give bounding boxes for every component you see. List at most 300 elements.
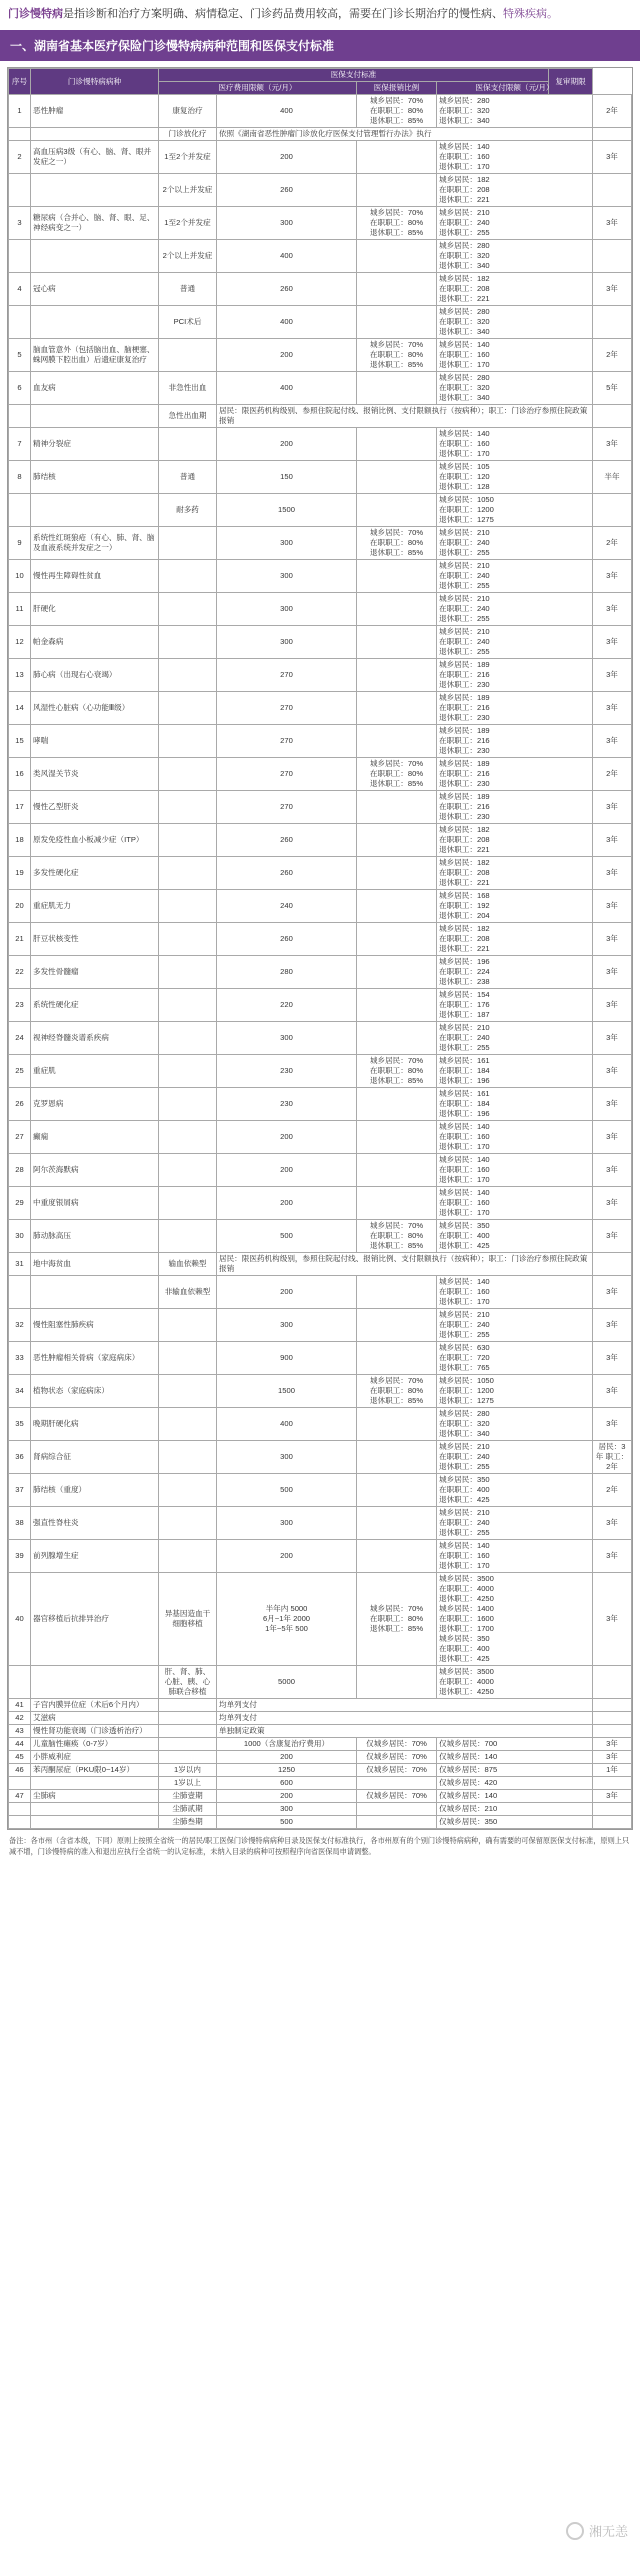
reimbursement-ratio — [357, 1507, 437, 1540]
row-number: 13 — [9, 659, 31, 692]
payment-limit: 城乡居民：182 在职职工：208 退休职工：221 — [437, 824, 593, 857]
payment-limit: 仅城乡居民：875 — [437, 1764, 593, 1777]
table-row — [9, 626, 632, 659]
limit-value: 1500 — [217, 1375, 357, 1408]
review-period: 3年 — [593, 1220, 632, 1253]
disease-name — [31, 1666, 159, 1699]
limit-value: 300 — [217, 207, 357, 240]
sub-type — [159, 989, 217, 1022]
reimbursement-ratio — [357, 692, 437, 725]
review-period: 半年 — [593, 461, 632, 494]
table-row — [9, 1055, 632, 1088]
review-period: 3年 — [593, 725, 632, 758]
payment-scheme: 居民：限医药机构级别、参照住院起付线、报销比例、支付限额执行（按病种）；职工：门诊治疗参照住院政策报销 — [217, 405, 593, 428]
review-period: 3年 — [593, 1408, 632, 1441]
row-number: 30 — [9, 1220, 31, 1253]
review-period: 居民：3年 职工：2年 — [593, 1441, 632, 1474]
review-period: 3年 — [593, 923, 632, 956]
sub-type: 尘肺叁期 — [159, 1816, 217, 1829]
table-row — [9, 1738, 632, 1751]
disease-name: 小胖威利症 — [31, 1751, 159, 1764]
row-number: 39 — [9, 1540, 31, 1573]
review-period: 3年 — [593, 1309, 632, 1342]
sub-type — [159, 1725, 217, 1738]
reimbursement-ratio — [357, 560, 437, 593]
row-number: 19 — [9, 857, 31, 890]
intro-accent: 特殊疾病。 — [503, 8, 558, 20]
sub-type: 异基因造血干细胞移植 — [159, 1573, 217, 1666]
sub-type — [159, 1408, 217, 1441]
row-number: 16 — [9, 758, 31, 791]
limit-value: 270 — [217, 692, 357, 725]
disease-name: 糖尿病（合并心、脑、肾、眼、足、神经病变之一） — [31, 207, 159, 240]
reimbursement-ratio — [357, 1309, 437, 1342]
sub-type: 康复治疗 — [159, 95, 217, 128]
table-row — [9, 141, 632, 174]
sub-type — [159, 857, 217, 890]
sub-type — [159, 1342, 217, 1375]
watermark — [566, 2521, 628, 2540]
row-number: 29 — [9, 1187, 31, 1220]
sub-type — [159, 1441, 217, 1474]
sub-type — [159, 428, 217, 461]
review-period: 3年 — [593, 791, 632, 824]
row-number: 1 — [9, 95, 31, 128]
limit-value: 230 — [217, 1055, 357, 1088]
review-period — [593, 1725, 632, 1738]
reimbursement-ratio — [357, 824, 437, 857]
reimbursement-ratio — [357, 593, 437, 626]
limit-value: 260 — [217, 923, 357, 956]
review-period — [593, 128, 632, 141]
row-number: 4 — [9, 273, 31, 306]
limit-value: 200 — [217, 1790, 357, 1803]
payment-limit: 城乡居民：182 在职职工：208 退休职工：221 — [437, 857, 593, 890]
table-row — [9, 1408, 632, 1441]
table-row — [9, 1309, 632, 1342]
sub-type: 尘肺壹期 — [159, 1790, 217, 1803]
review-period: 3年 — [593, 857, 632, 890]
row-number: 18 — [9, 824, 31, 857]
reimbursement-ratio — [357, 1342, 437, 1375]
payment-limit: 城乡居民：210 在职职工：240 退休职工：255 — [437, 527, 593, 560]
sub-type — [159, 1375, 217, 1408]
table-row — [9, 1088, 632, 1121]
table-row — [9, 461, 632, 494]
sub-type: 输血依赖型 — [159, 1253, 217, 1276]
reimbursement-ratio — [357, 494, 437, 527]
table-row — [9, 857, 632, 890]
sub-type: 1至2个并发症 — [159, 207, 217, 240]
sub-type: 肝、肾、肺、心脏、胰、心肺联合移植 — [159, 1666, 217, 1699]
disease-name: 前列腺增生症 — [31, 1540, 159, 1573]
sub-type — [159, 1507, 217, 1540]
table-row — [9, 494, 632, 527]
sub-type — [159, 527, 217, 560]
payment-limit: 城乡居民：3500 在职职工：4000 退休职工：4250 城乡居民：1400 在职职工：1600 退休职工：1700 城乡居民：350 在职职工：400 退休职工：425 — [437, 1573, 593, 1666]
sub-type: 1岁以内 — [159, 1764, 217, 1777]
disease-name: 肺结核（重度） — [31, 1474, 159, 1507]
sub-type — [159, 593, 217, 626]
reimbursement-ratio — [357, 1540, 437, 1573]
payment-limit: 城乡居民：280 在职职工：320 退休职工：340 — [437, 1408, 593, 1441]
disease-name: 阿尔茨海默病 — [31, 1154, 159, 1187]
limit-value: 400 — [217, 306, 357, 339]
sub-type: 1至2个并发症 — [159, 141, 217, 174]
payment-limit: 城乡居民：280 在职职工：320 退休职工：340 — [437, 240, 593, 273]
payment-limit: 城乡居民：210 在职职工：240 退休职工：255 — [437, 207, 593, 240]
payment-limit: 城乡居民：210 在职职工：240 退休职工：255 — [437, 626, 593, 659]
table-row — [9, 527, 632, 560]
footnote: 备注：各市州（含省本级，下同）原则上按照全省统一的居民/职工医保门诊慢特病病种目录及医保支付标准执行，各市州原有的个别门诊慢特病病种，确有需要的可保留原医保支付标准，原则上只减不增，门诊慢特病的准入和退出应执行全省统一的认定标准，未纳入目录的病种可按照程序向省医保局申请调整。 — [9, 1836, 630, 1856]
row-number: 36 — [9, 1441, 31, 1474]
sub-type: 普通 — [159, 273, 217, 306]
review-period: 3年 — [593, 1088, 632, 1121]
review-period: 3年 — [593, 1375, 632, 1408]
review-period: 3年 — [593, 989, 632, 1022]
header-pay-standard: 医保支付标准 — [159, 69, 549, 82]
sub-type — [159, 1540, 217, 1573]
sub-type — [159, 659, 217, 692]
payment-scheme: 单独制定政策 — [217, 1725, 593, 1738]
table-row — [9, 1790, 632, 1803]
disease-name: 恶性肿瘤 — [31, 95, 159, 128]
table-row — [9, 1666, 632, 1699]
sub-type — [159, 339, 217, 372]
limit-value: 300 — [217, 1803, 357, 1816]
review-period: 3年 — [593, 207, 632, 240]
payment-limit: 城乡居民：196 在职职工：224 退休职工：238 — [437, 956, 593, 989]
payment-limit: 城乡居民：280 在职职工：320 退休职工：340 — [437, 95, 593, 128]
reimbursement-ratio — [357, 626, 437, 659]
review-period: 3年 — [593, 890, 632, 923]
limit-value: 200 — [217, 428, 357, 461]
disease-name: 血友病 — [31, 372, 159, 405]
sub-type — [159, 725, 217, 758]
review-period: 3年 — [593, 1055, 632, 1088]
limit-value: 220 — [217, 989, 357, 1022]
review-period — [593, 174, 632, 207]
review-period: 3年 — [593, 1187, 632, 1220]
limit-value: 200 — [217, 1276, 357, 1309]
limit-value: 400 — [217, 1408, 357, 1441]
wechat-logo-icon — [566, 2522, 584, 2540]
limit-value: 280 — [217, 956, 357, 989]
table-row — [9, 1474, 632, 1507]
reimbursement-ratio: 城乡居民：70% 在职职工：80% 退休职工：85% — [357, 1055, 437, 1088]
row-number: 34 — [9, 1375, 31, 1408]
sub-type — [159, 692, 217, 725]
limit-value: 200 — [217, 141, 357, 174]
disease-name — [31, 174, 159, 207]
sub-type — [159, 1738, 217, 1751]
reimbursement-ratio — [357, 1022, 437, 1055]
row-number: 8 — [9, 461, 31, 494]
disease-name: 地中海贫血 — [31, 1253, 159, 1276]
header-no: 序号 — [9, 69, 31, 95]
table-row — [9, 1220, 632, 1253]
disease-name: 哮喘 — [31, 725, 159, 758]
reimbursement-ratio — [357, 273, 437, 306]
limit-value: 500 — [217, 1220, 357, 1253]
disease-name: 肝硬化 — [31, 593, 159, 626]
review-period — [593, 1803, 632, 1816]
review-period: 2年 — [593, 758, 632, 791]
row-number: 42 — [9, 1712, 31, 1725]
limit-value: 260 — [217, 174, 357, 207]
review-period: 3年 — [593, 593, 632, 626]
row-number: 35 — [9, 1408, 31, 1441]
table-row — [9, 1507, 632, 1540]
sub-type — [159, 1309, 217, 1342]
sub-type — [159, 1699, 217, 1712]
disease-name: 重症肌 — [31, 1055, 159, 1088]
limit-value: 200 — [217, 1187, 357, 1220]
table-row — [9, 1699, 632, 1712]
reimbursement-ratio — [357, 174, 437, 207]
limit-value: 300 — [217, 527, 357, 560]
reimbursement-ratio — [357, 1441, 437, 1474]
table-row — [9, 956, 632, 989]
limit-value: 900 — [217, 1342, 357, 1375]
row-number: 45 — [9, 1751, 31, 1764]
limit-value: 500 — [217, 1474, 357, 1507]
review-period — [593, 1816, 632, 1829]
disease-name: 子宫内膜异位症（术后6个月内） — [31, 1699, 159, 1712]
payment-limit: 城乡居民：140 在职职工：160 退休职工：170 — [437, 1540, 593, 1573]
reimbursement-ratio — [357, 1474, 437, 1507]
review-period: 3年 — [593, 1022, 632, 1055]
reimbursement-ratio — [357, 659, 437, 692]
review-period: 3年 — [593, 1751, 632, 1764]
row-number: 22 — [9, 956, 31, 989]
row-number: 24 — [9, 1022, 31, 1055]
payment-limit: 仅城乡居民：350 — [437, 1816, 593, 1829]
disease-name — [31, 1803, 159, 1816]
limit-value: 260 — [217, 824, 357, 857]
payment-limit: 城乡居民：140 在职职工：160 退休职工：170 — [437, 141, 593, 174]
row-number: 37 — [9, 1474, 31, 1507]
reimbursement-ratio: 城乡居民：70% 在职职工：80% 退休职工：85% — [357, 339, 437, 372]
sub-type — [159, 1474, 217, 1507]
reimbursement-ratio — [357, 1276, 437, 1309]
limit-value: 半年内 5000 6月~1年 2000 1年~5年 500 — [217, 1573, 357, 1666]
row-number: 5 — [9, 339, 31, 372]
payment-limit: 城乡居民：154 在职职工：176 退休职工：187 — [437, 989, 593, 1022]
table-row — [9, 405, 632, 428]
reimbursement-ratio — [357, 1187, 437, 1220]
table-row — [9, 1121, 632, 1154]
review-period: 3年 — [593, 1507, 632, 1540]
row-number: 38 — [9, 1507, 31, 1540]
payment-limit: 城乡居民：140 在职职工：160 退休职工：170 — [437, 1121, 593, 1154]
disease-name — [31, 240, 159, 273]
payment-scheme: 居民：限医药机构级别，参照住院起付线、报销比例、支付限额执行（按病种）；职工：门诊治疗参照住院政策报销 — [217, 1253, 593, 1276]
reimbursement-ratio: 仅城乡居民：70% — [357, 1790, 437, 1803]
reimbursement-ratio — [357, 372, 437, 405]
limit-value: 400 — [217, 372, 357, 405]
review-period: 3年 — [593, 824, 632, 857]
table-row — [9, 428, 632, 461]
reimbursement-ratio: 城乡居民：70% 在职职工：80% 退休职工：85% — [357, 95, 437, 128]
limit-value: 270 — [217, 758, 357, 791]
reimbursement-ratio: 城乡居民：70% 在职职工：80% 退休职工：85% — [357, 758, 437, 791]
disease-name — [31, 1777, 159, 1790]
reimbursement-ratio — [357, 1803, 437, 1816]
review-period — [593, 494, 632, 527]
disease-name: 帕金森病 — [31, 626, 159, 659]
payment-limit: 城乡居民：630 在职职工：720 退休职工：765 — [437, 1342, 593, 1375]
sub-type: 非输血依赖型 — [159, 1276, 217, 1309]
header-deductible: 医保支付限额（元/月） — [437, 82, 593, 95]
reimbursement-ratio: 城乡居民：70% 在职职工：80% 退休职工：85% — [357, 207, 437, 240]
row-number — [9, 1816, 31, 1829]
row-number: 41 — [9, 1699, 31, 1712]
intro-body: 是指诊断和治疗方案明确、病情稳定、门诊药品费用较高，需要在门诊长期治疗的慢性病、 — [63, 8, 503, 20]
review-period: 3年 — [593, 956, 632, 989]
limit-value: 150 — [217, 461, 357, 494]
intro-text — [0, 0, 640, 26]
payment-limit: 城乡居民：350 在职职工：400 退休职工：425 — [437, 1220, 593, 1253]
review-period — [593, 1712, 632, 1725]
disease-name: 植物状态（家庭病床） — [31, 1375, 159, 1408]
payment-limit: 城乡居民：210 在职职工：240 退休职工：255 — [437, 1441, 593, 1474]
sub-type: 尘肺贰期 — [159, 1803, 217, 1816]
review-period — [593, 240, 632, 273]
table-row — [9, 1187, 632, 1220]
disease-name: 多发性骨髓瘤 — [31, 956, 159, 989]
table-row — [9, 1751, 632, 1764]
limit-value: 200 — [217, 1540, 357, 1573]
table-row — [9, 1725, 632, 1738]
row-number: 17 — [9, 791, 31, 824]
row-number: 32 — [9, 1309, 31, 1342]
limit-value: 1500 — [217, 494, 357, 527]
reimbursement-ratio — [357, 1408, 437, 1441]
row-number — [9, 240, 31, 273]
table-row — [9, 1803, 632, 1816]
disease-name: 系统性硬化症 — [31, 989, 159, 1022]
sub-type — [159, 758, 217, 791]
disease-name: 尘肺病 — [31, 1790, 159, 1803]
disease-name — [31, 1816, 159, 1829]
row-number: 23 — [9, 989, 31, 1022]
review-period: 2年 — [593, 95, 632, 128]
payment-limit: 仅城乡居民：140 — [437, 1751, 593, 1764]
sub-type — [159, 923, 217, 956]
row-number: 31 — [9, 1253, 31, 1276]
table-row — [9, 725, 632, 758]
sub-type — [159, 890, 217, 923]
limit-value: 200 — [217, 1751, 357, 1764]
payment-limit: 城乡居民：105 在职职工：120 退休职工：128 — [437, 461, 593, 494]
disease-name: 慢性阻塞性肺疾病 — [31, 1309, 159, 1342]
table-row — [9, 923, 632, 956]
reimbursement-ratio — [357, 989, 437, 1022]
disease-name — [31, 1276, 159, 1309]
table-row — [9, 174, 632, 207]
sub-type — [159, 791, 217, 824]
sub-type — [159, 1022, 217, 1055]
review-period: 3年 — [593, 273, 632, 306]
payment-limit: 城乡居民：280 在职职工：320 退休职工：340 — [437, 372, 593, 405]
disease-name: 艾滋病 — [31, 1712, 159, 1725]
row-number: 33 — [9, 1342, 31, 1375]
payment-limit: 城乡居民：210 在职职工：240 退休职工：255 — [437, 1507, 593, 1540]
payment-scheme: 均单列支付 — [217, 1712, 593, 1725]
table-row — [9, 659, 632, 692]
payment-limit: 城乡居民：280 在职职工：320 退休职工：340 — [437, 306, 593, 339]
payment-limit: 城乡居民：1050 在职职工：1200 退休职工：1275 — [437, 494, 593, 527]
table-row — [9, 240, 632, 273]
reimbursement-ratio — [357, 1816, 437, 1829]
disease-name: 癫痫 — [31, 1121, 159, 1154]
reimbursement-ratio: 城乡居民：70% 在职职工：80% 退休职工：85% — [357, 1375, 437, 1408]
sub-type — [159, 626, 217, 659]
reimbursement-ratio — [357, 890, 437, 923]
payment-limit: 城乡居民：182 在职职工：208 退休职工：221 — [437, 923, 593, 956]
disease-name — [31, 405, 159, 428]
limit-value: 300 — [217, 1022, 357, 1055]
disease-name: 肾病综合征 — [31, 1441, 159, 1474]
review-period: 3年 — [593, 626, 632, 659]
reimbursement-ratio — [357, 791, 437, 824]
table-row — [9, 1253, 632, 1276]
payment-limit: 城乡居民：140 在职职工：160 退休职工：170 — [437, 428, 593, 461]
row-number: 15 — [9, 725, 31, 758]
disease-name: 恶性肿瘤相关骨病（家庭病床） — [31, 1342, 159, 1375]
reimbursement-ratio — [357, 240, 437, 273]
sub-type: 2个以上并发症 — [159, 240, 217, 273]
row-number: 43 — [9, 1725, 31, 1738]
payment-limit: 城乡居民：350 在职职工：400 退休职工：425 — [437, 1474, 593, 1507]
sub-type: 1岁以上 — [159, 1777, 217, 1790]
disease-name — [31, 494, 159, 527]
row-number — [9, 494, 31, 527]
payment-limit: 城乡居民：189 在职职工：216 退休职工：230 — [437, 758, 593, 791]
disease-name: 强直性脊柱炎 — [31, 1507, 159, 1540]
sub-type — [159, 1712, 217, 1725]
payment-limit: 仅城乡居民：420 — [437, 1777, 593, 1790]
table-row — [9, 560, 632, 593]
review-period: 3年 — [593, 1276, 632, 1309]
sub-type — [159, 956, 217, 989]
disease-name: 肺心病（出现右心衰竭） — [31, 659, 159, 692]
table-row — [9, 758, 632, 791]
table-row — [9, 1764, 632, 1777]
header-ratio: 医保报销比例 — [357, 82, 437, 95]
sub-type — [159, 824, 217, 857]
review-period: 5年 — [593, 372, 632, 405]
row-number — [9, 1666, 31, 1699]
header-limit: 医疗费用限额（元/月） — [159, 82, 357, 95]
payment-limit: 城乡居民：140 在职职工：160 退休职工：170 — [437, 1154, 593, 1187]
reimbursement-ratio — [357, 1666, 437, 1699]
reimbursement-ratio: 城乡居民：70% 在职职工：80% 退休职工：85% — [357, 527, 437, 560]
disease-name: 器官移植后抗排异治疗 — [31, 1573, 159, 1666]
disease-name: 慢性再生障碍性贫血 — [31, 560, 159, 593]
limit-value: 400 — [217, 95, 357, 128]
review-period: 3年 — [593, 1573, 632, 1666]
row-number — [9, 128, 31, 141]
reimbursement-ratio — [357, 461, 437, 494]
table-row — [9, 989, 632, 1022]
payment-limit: 城乡居民：140 在职职工：160 退休职工：170 — [437, 1187, 593, 1220]
disease-name: 晚期肝硬化病 — [31, 1408, 159, 1441]
reimbursement-ratio — [357, 306, 437, 339]
review-period: 3年 — [593, 1790, 632, 1803]
reimbursement-ratio: 仅城乡居民：70% — [357, 1764, 437, 1777]
